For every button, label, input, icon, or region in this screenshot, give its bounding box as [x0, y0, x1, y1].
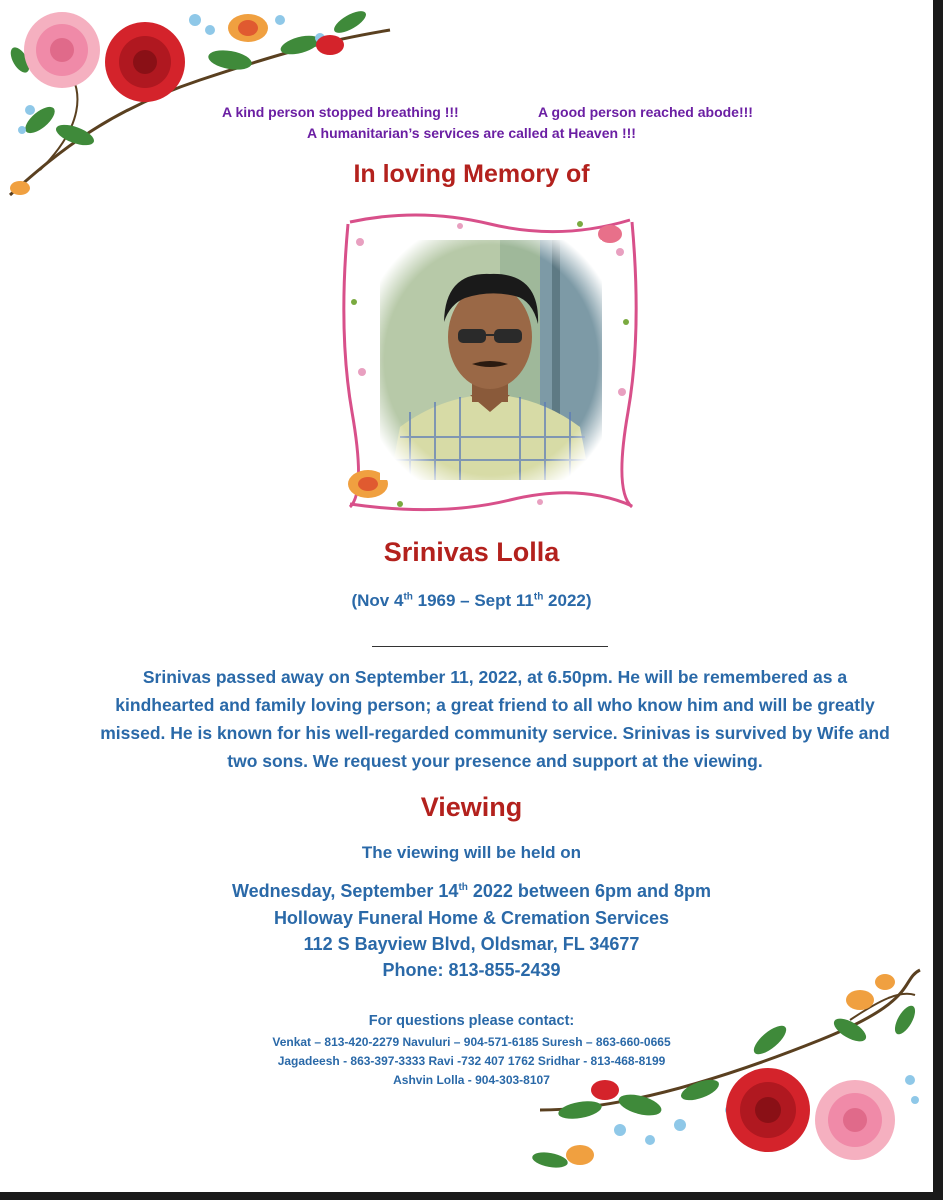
viewing-date-time: 2022 between 6pm and 8pm	[467, 881, 711, 901]
death-date: 1969 – Sept 11	[412, 591, 534, 610]
quote-line-1-right: A good person reached abode!!!	[538, 104, 753, 120]
viewing-date	[0, 881, 943, 902]
viewing-heading: Viewing	[420, 792, 523, 822]
rose-bouquet-decoration	[520, 960, 933, 1192]
viewing-intro: The viewing will be held on	[361, 843, 582, 862]
viewing-address: 112 S Bayview Blvd, Oldsmar, FL 34677	[303, 934, 640, 954]
quote-line-1-left: A kind person stopped breathing !!!	[222, 104, 459, 120]
birth-date-suffix: th	[403, 591, 413, 603]
contacts-heading: For questions please contact:	[368, 1013, 575, 1029]
contacts-line-3: Ashvin Lolla - 904-303-8107	[393, 1073, 550, 1087]
viewing-venue: Holloway Funeral Home & Cremation Services	[273, 908, 670, 928]
birth-date: (Nov 4	[351, 591, 404, 610]
deceased-name: Srinivas Lolla	[383, 537, 560, 567]
life-dates	[0, 591, 943, 611]
memorial-heading: In loving Memory of	[353, 160, 590, 188]
divider-line	[372, 646, 608, 647]
viewing-date-day: Wednesday, September 14	[232, 881, 459, 901]
viewing-phone: Phone: 813-855-2439	[382, 960, 561, 980]
quote-line-2: A humanitarian’s services are called at Heaven !!!	[307, 125, 636, 141]
contacts-line-2: Jagadeesh - 863-397-3333 Ravi -732 407 1762 Sridhar - 813-468-8199	[277, 1054, 666, 1068]
death-year: 2022)	[543, 591, 592, 610]
viewing-date-suffix: th	[458, 882, 468, 893]
contacts-line-1: Venkat – 813-420-2279 Navuluri – 904-571-6185 Suresh – 863-660-0665	[272, 1035, 671, 1049]
death-date-suffix: th	[533, 591, 544, 603]
floral-photo-frame	[340, 212, 640, 514]
obituary-text: Srinivas passed away on September 11, 2022, at 6.50pm. He will be remembered as a kindhearted and family loving person; a great friend to all who know him and will be greatly missed. He is known for his well-regarded community service. Srinivas is survived by Wife and two sons. We request your presence and support at the viewing.	[100, 667, 890, 771]
